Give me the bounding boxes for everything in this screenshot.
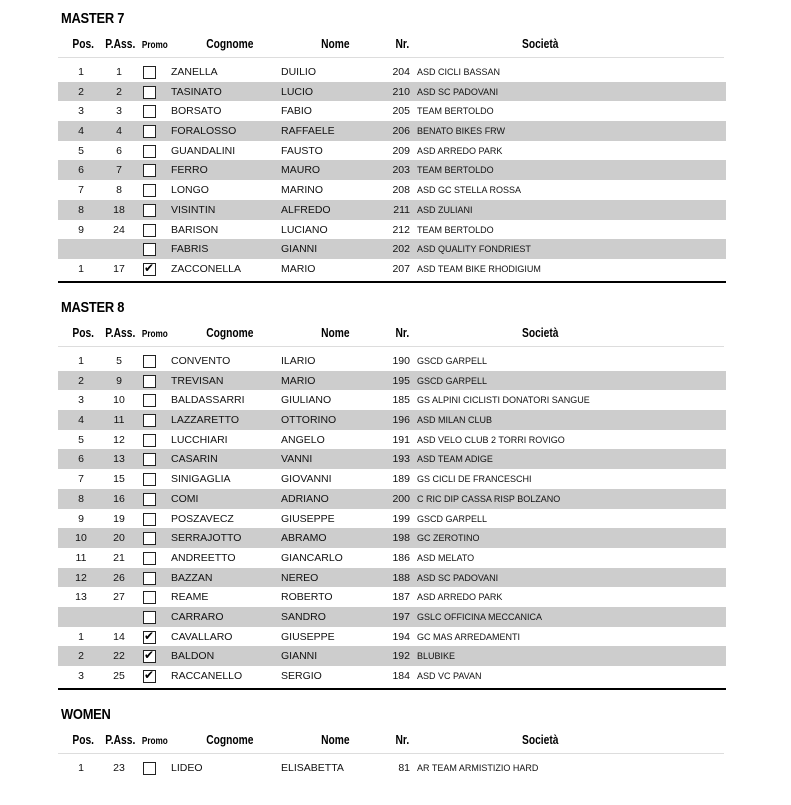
cell-cognome: BARISON — [171, 223, 219, 236]
table-row — [58, 568, 726, 588]
cell-pass: 9 — [116, 374, 122, 387]
table-row — [58, 548, 726, 568]
column-header-row — [58, 37, 724, 55]
cell-pos: 7 — [78, 184, 84, 197]
cell-nr: 185 — [392, 394, 410, 407]
cell-nr: 194 — [392, 630, 410, 643]
cell-nome: GIANNI — [281, 243, 318, 256]
promo-checkbox[interactable] — [143, 394, 156, 407]
cell-cognome: LIDEO — [171, 762, 203, 774]
promo-checkbox[interactable] — [143, 473, 156, 486]
cell-cognome: COMI — [171, 492, 199, 505]
cell-societa: C RIC DIP CASSA RISP BOLZANO — [417, 493, 561, 504]
cell-nr: 189 — [392, 473, 410, 486]
cell-pos: 3 — [78, 394, 84, 407]
cell-nr: 205 — [392, 105, 410, 118]
cell-pos: 12 — [75, 571, 87, 584]
cell-societa: GC MAS ARREDAMENTI — [417, 631, 521, 642]
cell-nr: 210 — [392, 85, 410, 98]
table-row — [58, 101, 726, 121]
cell-cognome: ZACCONELLA — [171, 262, 242, 275]
cell-nome: GIANCARLO — [281, 551, 343, 564]
promo-checkbox[interactable] — [143, 243, 156, 256]
cell-nome: MARIO — [281, 262, 316, 275]
cell-pos: 13 — [75, 591, 87, 604]
cell-nr: 190 — [392, 355, 410, 367]
cell-nr: 212 — [392, 223, 410, 236]
header-cognome: Cognome — [206, 37, 254, 51]
table-row — [58, 259, 726, 279]
table-row — [58, 509, 726, 529]
cell-nome: FABIO — [281, 105, 312, 118]
table-row — [58, 160, 726, 180]
promo-checkbox[interactable] — [143, 145, 156, 158]
table-row — [58, 607, 726, 627]
header-societa: Società — [522, 326, 559, 340]
promo-checkbox[interactable] — [143, 611, 156, 624]
header-nome: Nome — [321, 733, 350, 747]
cell-pass: 15 — [113, 473, 125, 486]
promo-checkbox[interactable] — [143, 513, 156, 526]
cell-cognome: FABRIS — [171, 243, 209, 256]
cell-pass: 26 — [113, 571, 125, 584]
header-societa: Società — [522, 733, 559, 747]
cell-nr: 203 — [392, 164, 410, 177]
cell-societa: ASD SC PADOVANI — [417, 86, 499, 97]
promo-checkbox[interactable] — [143, 224, 156, 237]
cell-nome: MAURO — [281, 164, 321, 177]
cell-cognome: BAZZAN — [171, 571, 213, 584]
cell-nome: OTTORINO — [281, 414, 337, 427]
cell-pass: 25 — [113, 670, 125, 682]
cell-nome: ADRIANO — [281, 492, 329, 505]
checkmark-icon: ✔ — [144, 260, 155, 275]
cell-cognome: VISINTIN — [171, 203, 216, 216]
cell-cognome: LAZZARETTO — [171, 414, 240, 427]
cell-nr: 200 — [392, 492, 410, 505]
table-row — [58, 627, 726, 647]
cell-nome: ANGELO — [281, 433, 325, 446]
table-row — [58, 449, 726, 469]
cell-pos: 2 — [78, 374, 84, 387]
cell-societa: GS CICLI DE FRANCESCHI — [417, 474, 532, 485]
table-row — [58, 62, 726, 82]
table-row — [58, 587, 726, 607]
section-bottom-rule — [58, 281, 726, 283]
cell-pass: 21 — [113, 551, 125, 564]
cell-pos: 9 — [78, 223, 84, 236]
cell-societa: BENATO BIKES FRW — [417, 126, 506, 137]
cell-nr: 192 — [392, 650, 410, 663]
cell-cognome: RACCANELLO — [171, 670, 243, 682]
cell-pos: 11 — [75, 551, 87, 564]
cell-cognome: BALDASSARRI — [171, 394, 245, 407]
cell-cognome: ZANELLA — [171, 66, 218, 78]
cell-pass: 13 — [113, 453, 125, 466]
section-title: MASTER 7 — [61, 10, 125, 27]
table-row — [58, 666, 726, 686]
cell-societa: ASD VC PAVAN — [417, 671, 482, 681]
section-title: WOMEN — [61, 706, 111, 723]
header-societa: Società — [522, 37, 559, 51]
cell-societa: ASD QUALITY FONDRIEST — [417, 244, 531, 255]
results-table — [58, 758, 726, 778]
cell-societa: GSLC OFFICINA MECCANICA — [417, 611, 543, 622]
cell-societa: ASD TEAM BIKE RHODIGIUM — [417, 263, 541, 274]
promo-checkbox[interactable] — [143, 260, 156, 276]
header-pass: P.Ass. — [105, 37, 136, 51]
promo-checkbox[interactable] — [143, 650, 156, 663]
checkmark-icon: ✔ — [144, 668, 155, 682]
header-nome: Nome — [321, 326, 350, 340]
header-divider — [58, 57, 724, 58]
cell-nr: 184 — [392, 670, 410, 682]
cell-nr: 191 — [392, 433, 410, 446]
cell-nr: 209 — [392, 144, 410, 157]
table-row — [58, 371, 726, 391]
header-nome: Nome — [321, 37, 350, 51]
cell-nome: GIULIANO — [281, 394, 332, 407]
table-row — [58, 200, 726, 220]
cell-pass: 6 — [116, 144, 122, 157]
cell-cognome: CAVALLARO — [171, 630, 233, 643]
table-row — [58, 469, 726, 489]
table-row — [58, 180, 726, 200]
header-pass: P.Ass. — [105, 326, 136, 340]
cell-nome: GIUSEPPE — [281, 512, 335, 525]
cell-nr: 198 — [392, 532, 410, 545]
cell-societa: TEAM BERTOLDO — [417, 165, 494, 176]
cell-pos: 1 — [78, 630, 84, 643]
cell-societa: GC ZEROTINO — [417, 533, 480, 544]
cell-cognome: REAME — [171, 591, 209, 604]
cell-cognome: FERRO — [171, 164, 208, 177]
promo-checkbox[interactable] — [143, 414, 156, 427]
cell-societa: ASD GC STELLA ROSSA — [417, 185, 522, 196]
table-row — [58, 351, 726, 371]
cell-nr: 207 — [392, 262, 410, 275]
cell-pass: 10 — [113, 394, 125, 407]
cell-nome: RAFFAELE — [281, 125, 335, 138]
cell-pass: 12 — [113, 433, 125, 446]
cell-cognome: SERRAJOTTO — [171, 532, 242, 545]
cell-pass: 17 — [113, 262, 125, 275]
cell-nr: 204 — [392, 66, 410, 78]
cell-nr: 186 — [392, 551, 410, 564]
promo-checkbox[interactable] — [143, 453, 156, 466]
column-header-row — [58, 326, 724, 344]
cell-nr: 211 — [393, 203, 410, 216]
table-row — [58, 758, 726, 778]
header-nr: Nr. — [395, 37, 410, 51]
section-bottom-rule — [58, 688, 726, 690]
cell-nome: LUCIO — [281, 85, 314, 98]
cell-nome: SERGIO — [281, 670, 322, 682]
promo-checkbox[interactable] — [143, 434, 156, 447]
cell-pos: 10 — [75, 532, 87, 545]
table-row — [58, 390, 726, 410]
cell-pass: 16 — [113, 492, 125, 505]
promo-checkbox[interactable] — [143, 184, 156, 197]
cell-nr: 193 — [392, 453, 410, 466]
header-nr: Nr. — [395, 733, 410, 747]
cell-pass: 8 — [116, 184, 122, 197]
cell-pos: 8 — [78, 492, 84, 505]
cell-societa: GSCD GARPELL — [417, 375, 488, 386]
cell-nome: ELISABETTA — [281, 762, 344, 774]
cell-societa: ASD VELO CLUB 2 TORRI ROVIGO — [417, 434, 565, 445]
cell-pass: 19 — [113, 512, 125, 525]
cell-pos: 1 — [78, 66, 84, 78]
header-promo: Promo — [141, 329, 168, 340]
promo-checkbox[interactable] — [143, 105, 156, 118]
cell-cognome: LONGO — [171, 184, 209, 197]
section-title: MASTER 8 — [61, 299, 125, 316]
cell-cognome: TASINATO — [171, 85, 222, 98]
cell-nr: 208 — [392, 184, 410, 197]
cell-cognome: LUCCHIARI — [171, 433, 228, 446]
cell-nome: ABRAMO — [281, 532, 327, 545]
cell-nome: LUCIANO — [281, 223, 328, 236]
table-row — [58, 220, 726, 240]
header-pos: Pos. — [72, 326, 95, 340]
cell-societa: ASD TEAM ADIGE — [417, 454, 493, 465]
cell-cognome: CARRARO — [171, 610, 224, 623]
header-cognome: Cognome — [206, 326, 254, 340]
cell-societa: GS ALPINI CICLISTI DONATORI SANGUE — [417, 395, 590, 406]
cell-pass: 7 — [116, 164, 122, 177]
cell-societa: TEAM BERTOLDO — [417, 224, 494, 235]
table-row — [58, 528, 726, 548]
header-pos: Pos. — [72, 37, 95, 51]
cell-pass: 20 — [113, 532, 125, 545]
cell-pos: 5 — [78, 144, 84, 157]
promo-checkbox[interactable] — [143, 591, 156, 604]
table-row — [58, 430, 726, 450]
promo-checkbox[interactable] — [143, 493, 156, 506]
header-pos: Pos. — [72, 733, 95, 747]
cell-pass: 3 — [116, 105, 122, 118]
header-divider — [58, 346, 724, 347]
header-nr: Nr. — [395, 326, 410, 340]
table-row — [58, 410, 726, 430]
promo-checkbox[interactable] — [143, 628, 156, 644]
cell-pos: 9 — [78, 512, 84, 525]
cell-societa: ASD ARREDO PARK — [417, 145, 503, 156]
cell-nome: GIUSEPPE — [281, 630, 335, 643]
cell-nr: 188 — [392, 571, 410, 584]
cell-nome: MARIO — [281, 374, 316, 387]
cell-nr: 195 — [392, 374, 410, 387]
cell-pass: 1 — [116, 66, 122, 78]
cell-pos: 4 — [78, 125, 84, 138]
promo-checkbox[interactable] — [143, 86, 156, 99]
cell-cognome: CONVENTO — [171, 355, 231, 367]
cell-societa: TEAM BERTOLDO — [417, 106, 494, 117]
cell-nr: 187 — [392, 591, 410, 604]
promo-checkbox[interactable] — [143, 532, 156, 545]
cell-pos: 3 — [78, 670, 84, 682]
cell-pos: 5 — [78, 433, 84, 446]
cell-cognome: BORSATO — [171, 105, 222, 118]
cell-pass: 14 — [113, 630, 125, 643]
header-promo: Promo — [141, 736, 168, 747]
cell-pos: 6 — [78, 164, 84, 177]
table-row — [58, 239, 726, 259]
column-header-row — [58, 733, 724, 751]
cell-societa: ASD SC PADOVANI — [417, 572, 499, 583]
header-divider — [58, 753, 724, 754]
cell-pass: 23 — [113, 762, 125, 774]
cell-societa: ASD MILAN CLUB — [417, 415, 493, 426]
cell-societa: BLUBIKE — [417, 651, 456, 662]
cell-cognome: TREVISAN — [171, 374, 224, 387]
cell-nr: 81 — [398, 762, 410, 774]
cell-nome: NEREO — [281, 571, 319, 584]
cell-nr: 196 — [392, 414, 410, 427]
cell-pass: 24 — [113, 223, 125, 236]
cell-pos: 1 — [78, 262, 84, 275]
cell-societa: ASD ARREDO PARK — [417, 592, 503, 603]
results-table — [58, 62, 726, 279]
cell-societa: GSCD GARPELL — [417, 513, 488, 524]
cell-nr: 206 — [392, 125, 410, 138]
table-row — [58, 646, 726, 666]
cell-pos: 6 — [78, 453, 84, 466]
table-row — [58, 489, 726, 509]
cell-pos: 2 — [78, 650, 84, 663]
promo-checkbox[interactable] — [143, 355, 156, 368]
cell-nome: FAUSTO — [281, 144, 323, 157]
cell-pass: 18 — [113, 203, 125, 216]
cell-nome: ALFREDO — [281, 203, 331, 216]
cell-pos: 7 — [78, 473, 84, 486]
cell-pass: 11 — [113, 414, 125, 427]
cell-nome: SANDRO — [281, 610, 326, 623]
promo-checkbox[interactable] — [143, 164, 156, 177]
cell-pass: 5 — [116, 355, 122, 367]
cell-cognome: GUANDALINI — [171, 144, 236, 157]
cell-pass: 2 — [116, 85, 122, 98]
cell-nome: DUILIO — [281, 66, 317, 78]
cell-cognome: BALDON — [171, 650, 215, 663]
table-row — [58, 121, 726, 141]
cell-pass: 4 — [116, 125, 122, 138]
cell-cognome: ANDREETTO — [171, 551, 236, 564]
cell-nr: 202 — [392, 243, 410, 256]
header-promo: Promo — [141, 40, 168, 51]
cell-nr: 197 — [392, 610, 410, 623]
cell-nome: VANNI — [281, 453, 313, 466]
cell-nome: ROBERTO — [281, 591, 333, 604]
cell-pos: 4 — [78, 414, 84, 427]
promo-checkbox[interactable] — [143, 552, 156, 565]
cell-cognome: SINIGAGLIA — [171, 473, 231, 486]
cell-cognome: CASARIN — [171, 453, 218, 466]
table-row — [58, 141, 726, 161]
cell-societa: GSCD GARPELL — [417, 356, 488, 366]
cell-nome: GIOVANNI — [281, 473, 332, 486]
header-cognome: Cognome — [206, 733, 254, 747]
promo-checkbox[interactable] — [143, 66, 156, 79]
promo-checkbox[interactable] — [143, 125, 156, 138]
cell-pass: 27 — [113, 591, 125, 604]
results-table — [58, 351, 726, 686]
cell-pass: 22 — [113, 650, 125, 663]
cell-nome: ILARIO — [281, 355, 316, 367]
cell-pos: 1 — [78, 762, 84, 774]
cell-societa: ASD CICLI BASSAN — [417, 67, 501, 77]
cell-pos: 8 — [78, 203, 84, 216]
promo-checkbox[interactable] — [143, 204, 156, 217]
checkmark-icon: ✔ — [144, 648, 155, 663]
promo-checkbox[interactable] — [143, 375, 156, 388]
cell-societa: ASD MELATO — [417, 552, 475, 563]
header-pass: P.Ass. — [105, 733, 136, 747]
cell-cognome: FORALOSSO — [171, 125, 237, 138]
promo-checkbox[interactable] — [143, 762, 156, 775]
cell-pos: 1 — [78, 355, 84, 367]
promo-checkbox[interactable] — [143, 670, 156, 683]
cell-nr: 199 — [392, 512, 410, 525]
table-row — [58, 82, 726, 102]
cell-nome: GIANNI — [281, 650, 318, 663]
cell-pos: 2 — [78, 85, 84, 98]
cell-societa: ASD ZULIANI — [417, 204, 473, 215]
promo-checkbox[interactable] — [143, 572, 156, 585]
cell-nome: MARINO — [281, 184, 323, 197]
cell-pos: 3 — [78, 105, 84, 118]
cell-societa: AR TEAM ARMISTIZIO HARD — [417, 763, 539, 773]
checkmark-icon: ✔ — [144, 628, 155, 643]
cell-cognome: POSZAVECZ — [171, 512, 234, 525]
